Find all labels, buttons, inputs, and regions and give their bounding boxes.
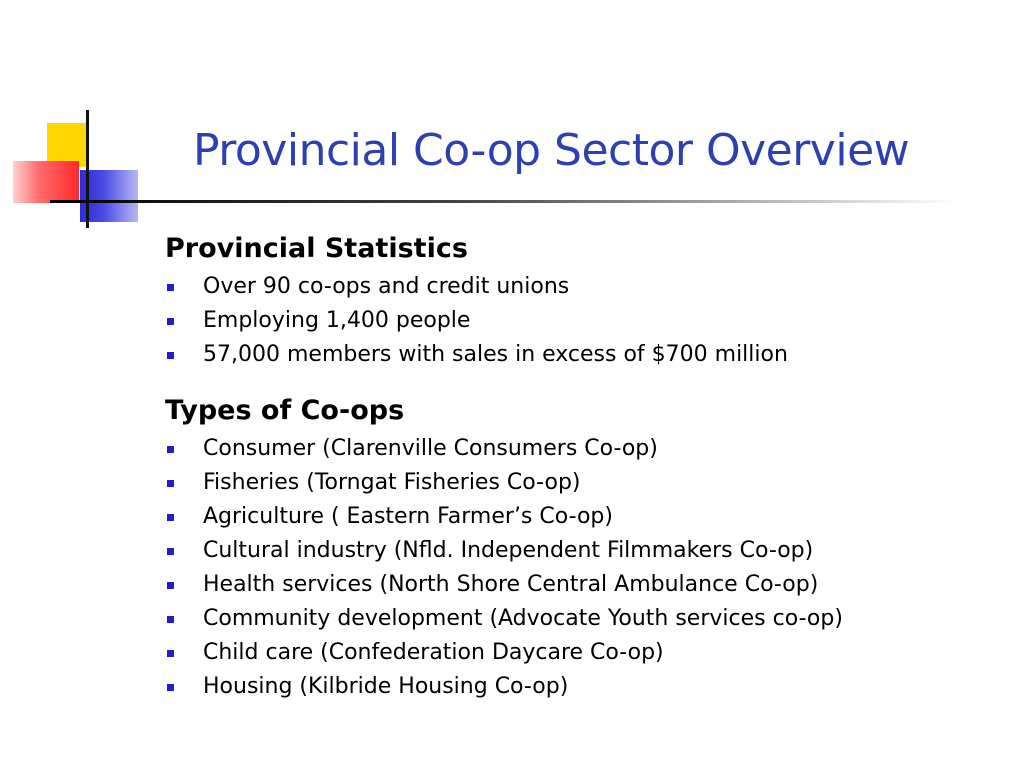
square-bullet-icon — [167, 684, 174, 691]
list-item — [165, 534, 995, 568]
title-divider — [50, 200, 960, 203]
list-item-text: 57,000 members with sales in excess of $700 million — [203, 342, 788, 367]
list-item — [165, 432, 995, 466]
square-bullet-icon — [167, 616, 174, 623]
square-bullet-icon — [167, 352, 174, 359]
square-bullet-icon — [167, 548, 174, 555]
list-item — [165, 670, 995, 704]
list-item — [165, 568, 995, 602]
section-heading: Provincial Statistics — [165, 233, 468, 264]
list-item — [165, 304, 995, 338]
list-item-text: Over 90 co-ops and credit unions — [203, 274, 570, 299]
list-item-text: Agriculture ( Eastern Farmer’s Co-op) — [203, 504, 613, 529]
section-heading: Types of Co-ops — [165, 395, 405, 426]
list-item — [165, 500, 995, 534]
section-provincial-statistics — [165, 232, 995, 372]
list-item — [165, 338, 995, 372]
slide-title: Provincial Co-op Sector Overview — [193, 125, 910, 176]
list-item-text: Employing 1,400 people — [203, 308, 471, 333]
list-item-text: Consumer (Clarenville Consumers Co-op) — [203, 436, 658, 461]
square-bullet-icon — [167, 318, 174, 325]
slide-content — [165, 232, 995, 704]
list-item-text: Fisheries (Torngat Fisheries Co-op) — [203, 470, 581, 495]
list-item-text: Housing (Kilbride Housing Co-op) — [203, 674, 569, 699]
square-bullet-icon — [167, 650, 174, 657]
bullet-list — [165, 432, 995, 704]
list-item — [165, 636, 995, 670]
logo-red-square — [13, 161, 79, 203]
square-bullet-icon — [167, 446, 174, 453]
list-item — [165, 270, 995, 304]
list-item-text: Cultural industry (Nfld. Independent Filmmakers Co-op) — [203, 538, 814, 563]
decorative-logo — [0, 0, 160, 240]
square-bullet-icon — [167, 284, 174, 291]
list-item-text: Community development (Advocate Youth services co-op) — [203, 606, 843, 631]
section-types-of-coops — [165, 394, 995, 704]
square-bullet-icon — [167, 582, 174, 589]
square-bullet-icon — [167, 480, 174, 487]
logo-vertical-line — [86, 110, 89, 228]
list-item — [165, 602, 995, 636]
list-item — [165, 466, 995, 500]
list-item-text: Health services (North Shore Central Ambulance Co-op) — [203, 572, 819, 597]
list-item-text: Child care (Confederation Daycare Co-op) — [203, 640, 664, 665]
square-bullet-icon — [167, 514, 174, 521]
bullet-list — [165, 270, 995, 372]
